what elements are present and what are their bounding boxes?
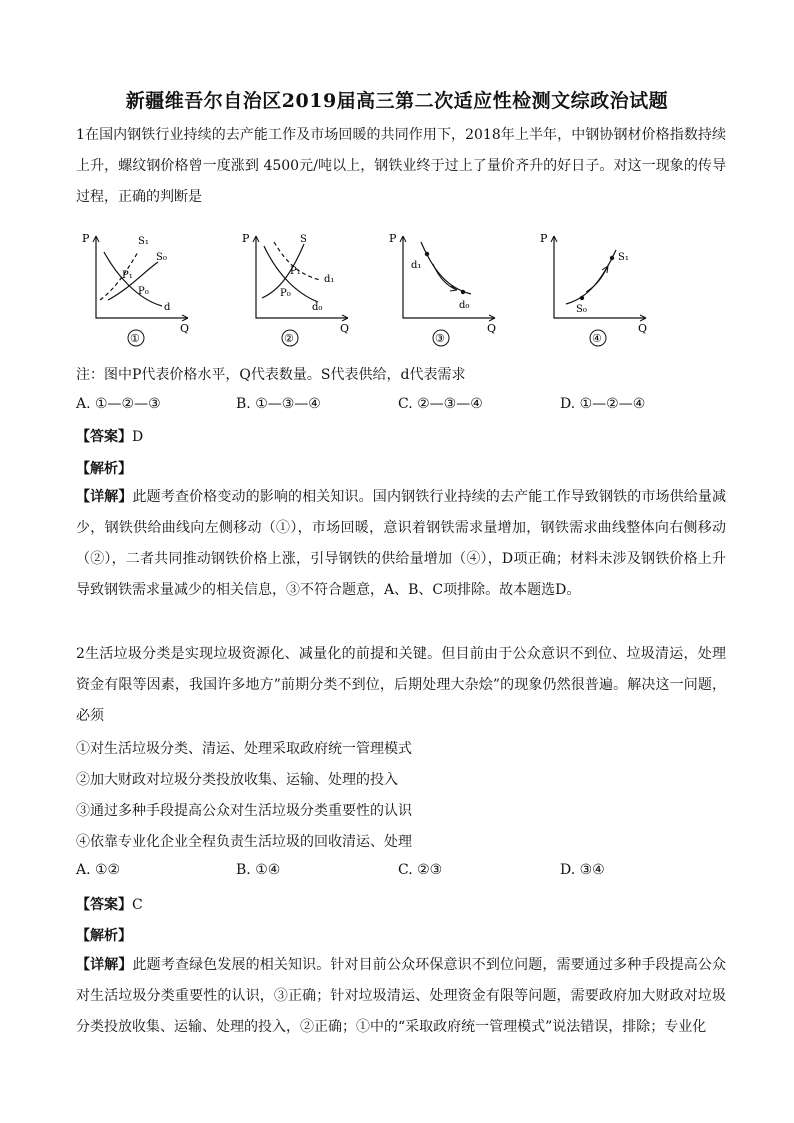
graph-1-p0-label: P₀: [138, 286, 149, 297]
question-2-analysis-label: 【解析】: [76, 928, 132, 944]
graph-1-s1-label: S₁: [138, 236, 149, 247]
question-2-item-4: ④依靠专业化企业全程负责生活垃圾的回收清运、处理: [76, 834, 412, 850]
question-1-stem: 1在国内钢铁行业持续的去产能工作及市场回暖的共同作用下，2018年上半年，中钢协钢材价格指数持续上升，螺纹钢价格曾一度涨到 4500元/吨以上，钢铁业终于过上了量价齐升的好日子。对这一现象的传导过程，正确的判断是: [76, 127, 726, 205]
graph-1-q-label: Q: [180, 322, 190, 335]
question-1-answer: [76, 426, 143, 446]
page-title: 新疆维吾尔自治区2019届高三第二次适应性检测文综政治试题: [125, 90, 669, 112]
graph-1-arrows: [93, 236, 188, 321]
graph-4-point-s1: [610, 256, 614, 260]
question-2-option-b: B. ①④: [236, 862, 281, 878]
answer-label: 【答案】: [76, 429, 132, 445]
answer-label: 【答案】: [76, 897, 132, 913]
graph-2-p0-label: P₀: [280, 288, 291, 299]
graph-3-arrows: [400, 236, 495, 321]
graph-1-svg: [78, 228, 196, 344]
detail-text: 此题考查绿色发展的相关知识。针对目前公众环保意识不到位问题，需要通过多种手段提高公众对生活垃圾分类重要性的认识，③正确；针对垃圾清运、处理资金有限等问题，需要政府加大财政对垃圾分类投放收集、运输、处理的投入，②正确；①中的“采取政府统一管理模式”说法错误，排除；专业化: [76, 957, 727, 1035]
graph-4-move-arrow: [586, 266, 608, 292]
answer-value: D: [132, 429, 144, 445]
graph-4-p-label: P: [540, 232, 548, 245]
graph-2-number: ②: [284, 332, 294, 345]
graph-4-point-s0: [580, 296, 584, 300]
graph-3-svg: [385, 228, 503, 344]
graph-3-point-d1: [425, 252, 429, 256]
question-2-detail: [76, 950, 726, 1043]
question-2-option-c: C. ②③: [398, 862, 443, 878]
graph-3-axes: [403, 236, 495, 318]
graph-1-s0-label: S₀: [156, 252, 167, 263]
graph-1-d-label: d: [164, 302, 171, 313]
answer-value: C: [132, 897, 143, 913]
graph-2-q-label: Q: [340, 322, 350, 335]
graph-1-supply-s0: [108, 262, 158, 300]
graph-3-demand-curve: [421, 242, 471, 294]
graph-1-p1-label: P₁: [122, 270, 133, 281]
graph-4-s1-label: S₁: [618, 252, 629, 263]
graph-3-point-d0: [461, 290, 465, 294]
question-2-item-2: ②加大财政对垃圾分类投放收集、运输、处理的投入: [76, 772, 398, 788]
question-2-stem: 2生活垃圾分类是实现垃圾资源化、减量化的前提和关键。但目前由于公众意识不到位、垃圾清运，处理资金有限等因素，我国许多地方”前期分类不到位，后期处理大杂烩”的现象仍然很普遍。解决这一问题，必须: [76, 646, 726, 724]
question-1-detail: [76, 482, 726, 606]
graph-1-axes: [96, 236, 188, 318]
graph-3-d0-label: d₀: [459, 300, 470, 311]
graph-4-number: ④: [592, 332, 602, 345]
graph-2: [238, 228, 356, 344]
question-2-item-1: ①对生活垃圾分类、清运、处理采取政府统一管理模式: [76, 741, 412, 757]
question-1-analysis-label: 【解析】: [76, 461, 132, 477]
graph-3-d1-label: d₁: [411, 260, 422, 271]
graph-3: [385, 228, 503, 344]
graph-2-d0-label: d₀: [312, 302, 323, 313]
graph-4-svg: [536, 228, 654, 344]
graph-4: [536, 228, 654, 344]
question-2-item-3: ③通过多种手段提高公众对生活垃圾分类重要性的认识: [76, 803, 412, 819]
graph-3-number: ③: [435, 332, 445, 345]
graph-1-number: ①: [130, 332, 140, 345]
graph-4-supply-curve: [566, 250, 616, 304]
graph-2-s-label: S: [300, 234, 307, 245]
graph-3-p-label: P: [389, 232, 397, 245]
question-1-option-a: A. ①—②—③: [76, 396, 161, 412]
question-1-note: 注：图中P代表价格水平，Q代表数量。S代表供给，d代表需求: [76, 367, 466, 383]
graph-4-arrows: [551, 236, 646, 321]
question-1-option-c: C. ②—③—④: [398, 396, 483, 412]
graph-3-q-label: Q: [487, 322, 497, 335]
graph-2-d1-label: d₁: [324, 274, 335, 285]
question-2-option-a: A. ①②: [76, 862, 121, 878]
question-2-answer: [76, 894, 143, 914]
graph-1-p-label: P: [82, 232, 90, 245]
graph-4-s0-label: S₀: [576, 304, 587, 315]
graph-2-p-label: P: [242, 232, 250, 245]
detail-text: 此题考查价格变动的影响的相关知识。国内钢铁行业持续的去产能工作导致钢铁的市场供给量减少，钢铁供给曲线向左侧移动（①），市场回暖，意识着钢铁需求量增加，钢铁需求曲线整体向右侧移动（②），二者共同推动钢铁价格上涨，引导钢铁的供给量增加（④），D项正确；材料未涉及钢铁价格上升导致钢铁需求量减少的相关信息，③不符合题意，A、B、C项排除。故本题选D。: [76, 489, 727, 598]
detail-label: 【详解】: [76, 489, 133, 505]
question-1-option-d: D. ①—②—④: [560, 396, 646, 412]
graph-4-axes: [554, 236, 646, 318]
graph-4-q-label: Q: [638, 322, 648, 335]
graph-2-p1-label: P₁: [290, 266, 301, 277]
graph-2-svg: [238, 228, 356, 344]
question-2-option-d: D. ③④: [560, 862, 605, 878]
detail-label: 【详解】: [76, 957, 133, 973]
question-1-option-b: B. ①—③—④: [236, 396, 321, 412]
graph-1: [78, 228, 196, 344]
